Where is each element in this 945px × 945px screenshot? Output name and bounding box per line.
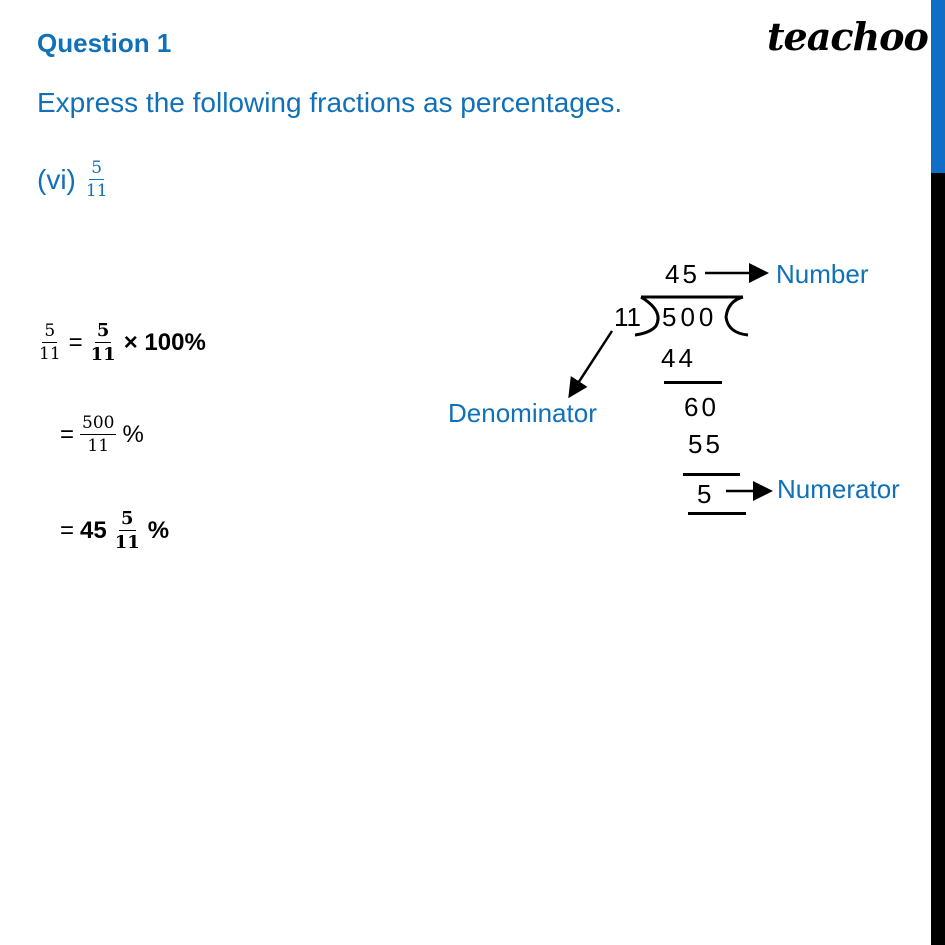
divisor: 11 — [614, 302, 641, 332]
question-prompt: Express the following fractions as percentages. — [37, 87, 623, 118]
label-number: Number — [776, 259, 869, 289]
percent-sign: % — [122, 421, 144, 448]
fraction-denominator: 11 — [39, 344, 61, 364]
division-row-subtract-1: 44 — [661, 343, 696, 373]
fraction-numerator: 5 — [44, 321, 56, 341]
division-row-remainder-final: 5 — [697, 479, 715, 509]
arrow-to-denominator-icon — [571, 331, 612, 394]
quotient: 45 — [665, 259, 700, 289]
fraction-numerator: 5 — [91, 158, 103, 178]
percent-sign: % — [147, 517, 170, 544]
division-row-subtract-2: 55 — [688, 429, 723, 459]
fraction-denominator: 11 — [87, 436, 110, 456]
equals-sign: = — [68, 329, 83, 356]
question-title: Question 1 — [37, 28, 172, 58]
equals-sign: = — [60, 421, 75, 448]
whole-number: 45 — [80, 517, 107, 544]
equals-sign: = — [60, 517, 75, 544]
dividend: 500 — [662, 302, 718, 332]
label-numerator: Numerator — [777, 474, 900, 504]
fraction-denominator: 11 — [114, 532, 140, 553]
division-row-remainder-1: 60 — [684, 392, 719, 422]
label-denominator: Denominator — [448, 398, 597, 428]
fraction-denominator: 11 — [85, 181, 108, 201]
times-hundred-percent: × 100% — [123, 329, 206, 356]
fraction-denominator: 11 — [90, 344, 116, 365]
fraction-numerator: 500 — [82, 413, 115, 433]
division-bracket-right — [726, 297, 748, 335]
division-bracket-left — [635, 297, 658, 335]
part-label: (vi) — [37, 164, 76, 195]
teachoo-logo: teachoo — [767, 14, 928, 59]
fraction-numerator: 5 — [120, 508, 134, 529]
fraction-numerator: 5 — [96, 320, 110, 341]
